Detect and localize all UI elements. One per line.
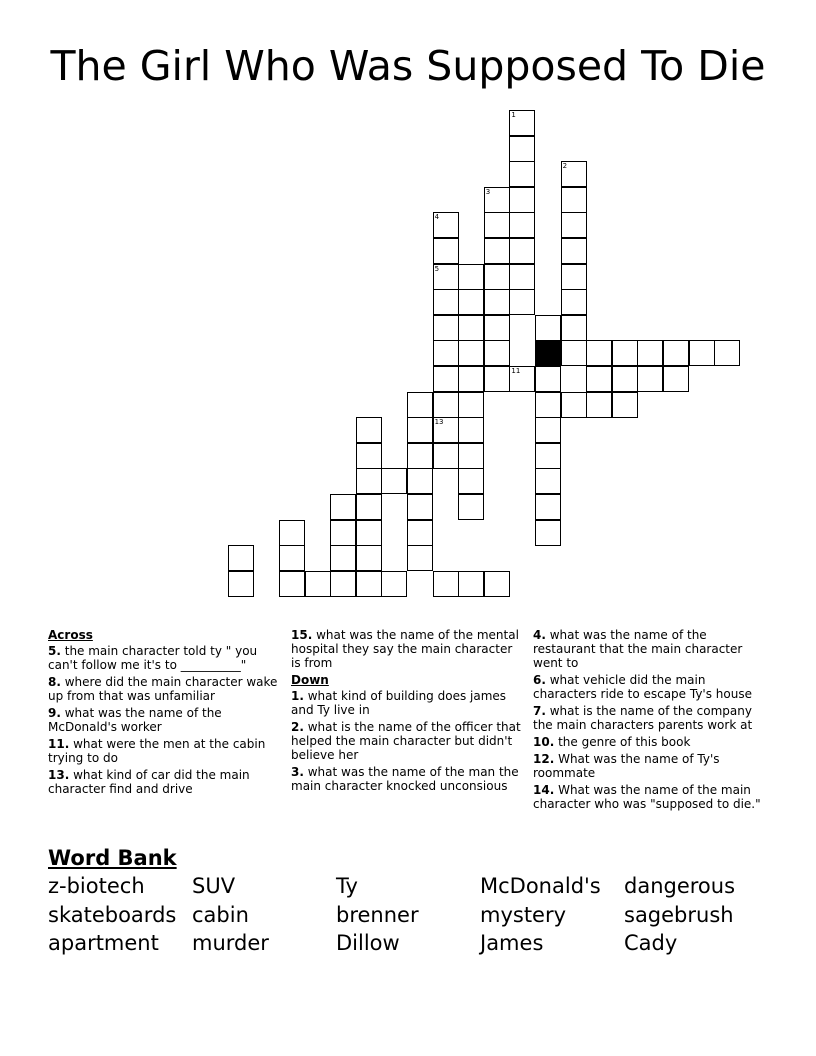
crossword-cell[interactable]	[535, 468, 561, 494]
crossword-cell[interactable]	[586, 366, 612, 392]
crossword-cell[interactable]	[484, 212, 510, 238]
across-clue-5: 5. the main character told ty " you can't follow me it's to __________"	[48, 644, 258, 672]
crossword-cell[interactable]	[381, 571, 407, 597]
crossword-cell[interactable]	[561, 392, 587, 418]
down-clue-2: 2. what is the name of the officer that helped the main character but didn't believe her	[291, 720, 521, 762]
clue-number: 4	[434, 213, 440, 222]
across-clue-11: 11. what were the men at the cabin trying to do	[48, 737, 266, 765]
crossword-cell[interactable]	[535, 315, 561, 341]
across-clue-8: 8. where did the main character wake up from that was unfamiliar	[48, 675, 278, 703]
across-clue-13: 13. what kind of car did the main character find and drive	[48, 768, 250, 796]
clue-number: 1	[511, 111, 516, 119]
crossword-cell[interactable]	[458, 443, 484, 469]
crossword-cell[interactable]	[535, 443, 561, 469]
crossword-cell[interactable]	[433, 366, 459, 392]
crossword-cell[interactable]	[407, 545, 433, 571]
crossword-cell[interactable]	[484, 366, 510, 392]
crossword-cell[interactable]	[612, 392, 638, 418]
crossword-cell[interactable]	[458, 366, 484, 392]
word-bank-item: Ty	[336, 874, 358, 898]
crossword-cell[interactable]	[407, 392, 433, 418]
crossword-cell[interactable]	[561, 315, 587, 341]
crossword-cell[interactable]	[509, 136, 535, 162]
clue-column-3	[533, 628, 765, 814]
word-bank-item: sagebrush	[624, 902, 734, 927]
crossword-cell[interactable]	[561, 238, 587, 264]
crossword-cell[interactable]	[458, 392, 484, 418]
crossword-cell[interactable]	[458, 264, 484, 290]
across-clue-9: 9. what was the name of the McDonald's worker	[48, 706, 222, 734]
crossword-cell[interactable]	[356, 520, 382, 546]
crossword-cell[interactable]	[279, 520, 305, 546]
crossword-cell[interactable]	[484, 340, 510, 366]
crossword-cell[interactable]	[407, 520, 433, 546]
crossword-cell[interactable]	[458, 494, 484, 520]
clue-number: 2	[562, 162, 568, 171]
word-bank-heading: Word Bank	[48, 846, 177, 870]
crossword-cell[interactable]	[330, 494, 356, 520]
crossword-cell[interactable]	[433, 264, 459, 290]
clue-column-1	[48, 628, 280, 799]
crossword-cell[interactable]	[484, 187, 510, 213]
crossword-cell[interactable]	[509, 366, 535, 392]
word-bank-item: Cady	[624, 931, 678, 955]
page-title: The Girl Who Was Supposed To Die	[50, 42, 766, 90]
crossword-cell[interactable]	[637, 366, 663, 392]
down-clue-10: 10. the genre of this book	[533, 735, 691, 749]
down-clue-3: 3. what was the name of the man the main character knocked unconsious	[291, 765, 519, 793]
down-clue-4: 4. what was the name of the restaurant that the main character went to	[533, 628, 743, 670]
across-heading: Across	[48, 628, 93, 642]
crossword-cell[interactable]	[561, 187, 587, 213]
crossword-cell[interactable]	[228, 571, 254, 597]
crossword-cell[interactable]	[356, 417, 382, 443]
crossword-cell[interactable]	[509, 161, 535, 187]
crossword-cell[interactable]	[433, 340, 459, 366]
crossword-cell[interactable]	[356, 443, 382, 469]
crossword-cell[interactable]	[356, 571, 382, 597]
crossword-cell[interactable]	[330, 545, 356, 571]
crossword-cell[interactable]	[458, 340, 484, 366]
crossword-cell[interactable]	[356, 545, 382, 571]
crossword-cell[interactable]	[433, 315, 459, 341]
crossword-cell[interactable]	[433, 238, 459, 264]
crossword-cell[interactable]	[433, 443, 459, 469]
crossword-cell[interactable]	[509, 238, 535, 264]
crossword-cell[interactable]	[279, 571, 305, 597]
crossword-cell[interactable]	[561, 161, 587, 187]
crossword-cell[interactable]	[509, 187, 535, 213]
word-bank-item: skateboards	[48, 902, 177, 927]
crossword-cell[interactable]	[433, 392, 459, 418]
clue-number: 13	[434, 418, 444, 427]
crossword-cell[interactable]	[407, 468, 433, 494]
crossword-cell[interactable]	[458, 468, 484, 494]
crossword-cell[interactable]	[458, 289, 484, 315]
word-bank-item: dangerous	[624, 874, 736, 898]
crossword-cell[interactable]	[535, 366, 561, 392]
word-bank-item: apartment	[48, 931, 159, 955]
crossword-cell[interactable]	[535, 520, 561, 546]
crossword-cell[interactable]	[458, 417, 484, 443]
down-clue-12: 12. What was the name of Ty's roommate	[533, 752, 720, 780]
crossword-cell[interactable]	[458, 315, 484, 341]
crossword-cell[interactable]	[612, 366, 638, 392]
crossword-cell[interactable]	[279, 545, 305, 571]
crossword-cell[interactable]	[484, 238, 510, 264]
crossword-cell[interactable]	[637, 340, 663, 366]
crossword-cell[interactable]	[714, 340, 740, 366]
crossword-cell[interactable]	[484, 571, 510, 597]
crossword-cell[interactable]	[535, 417, 561, 443]
crossword-cell[interactable]	[663, 366, 689, 392]
crossword-cell[interactable]	[407, 417, 433, 443]
down-clue-1: 1. what kind of building does james and Ty live in	[291, 689, 507, 717]
crossword-cell[interactable]	[228, 545, 254, 571]
word-bank-item: brenner	[336, 902, 419, 927]
word-bank-item: McDonald's	[480, 874, 601, 898]
crossword-cell[interactable]	[458, 571, 484, 597]
crossword-cell[interactable]	[433, 212, 459, 238]
crossword-cell[interactable]	[561, 340, 587, 366]
word-bank-item: murder	[192, 931, 269, 955]
crossword-cell[interactable]	[407, 443, 433, 469]
crossword-cell[interactable]	[356, 468, 382, 494]
crossword-cell[interactable]	[433, 417, 459, 443]
down-clue-7: 7. what is the name of the company the main characters parents work at	[533, 704, 753, 732]
crossword-cell[interactable]	[561, 212, 587, 238]
crossword-cell[interactable]	[484, 289, 510, 315]
crossword-cell[interactable]	[330, 571, 356, 597]
crossword-cell[interactable]	[407, 494, 433, 520]
crossword-cell[interactable]	[535, 392, 561, 418]
crossword-cell[interactable]	[509, 212, 535, 238]
crossword-cell[interactable]	[305, 571, 331, 597]
crossword-cell[interactable]	[535, 494, 561, 520]
down-heading: Down	[291, 673, 329, 687]
crossword-cell[interactable]	[330, 520, 356, 546]
crossword-cell[interactable]	[433, 571, 459, 597]
across-clue-15: 15. what was the name of the mental hospital they say the main character is from	[291, 628, 519, 670]
crossword-cell[interactable]	[356, 494, 382, 520]
crossword-cell[interactable]	[509, 110, 535, 136]
crossword-cell[interactable]	[561, 264, 587, 290]
crossword-cell[interactable]	[663, 340, 689, 366]
crossword-cell[interactable]	[381, 468, 407, 494]
crossword-cell[interactable]	[612, 340, 638, 366]
clue-number: 3	[485, 187, 491, 196]
word-bank-item: Dillow	[336, 931, 400, 955]
word-bank-item: cabin	[192, 902, 249, 927]
word-bank	[48, 872, 768, 958]
crossword-cell[interactable]	[433, 289, 459, 315]
crossword-black-cell	[535, 340, 561, 366]
word-bank-item: SUV	[192, 874, 236, 898]
clue-number: 5	[434, 264, 440, 273]
crossword-cell[interactable]	[561, 289, 587, 315]
crossword-cell[interactable]	[586, 392, 612, 418]
clue-column-2	[291, 628, 523, 796]
word-bank-item: mystery	[480, 902, 567, 927]
crossword-cell[interactable]	[509, 289, 535, 315]
crossword-cell[interactable]	[509, 264, 535, 290]
down-clue-6: 6. what vehicle did the main characters ride to escape Ty's house	[533, 673, 752, 701]
down-clue-14: 14. What was the name of the main character who was "supposed to die."	[533, 783, 761, 811]
word-bank-item: z-biotech	[48, 874, 145, 898]
crossword-cell[interactable]	[689, 340, 715, 366]
crossword-cell[interactable]	[484, 315, 510, 341]
crossword-cell[interactable]	[586, 340, 612, 366]
clue-number: 11	[511, 367, 521, 375]
word-bank-item: James	[480, 931, 544, 955]
crossword-cell[interactable]	[484, 264, 510, 290]
